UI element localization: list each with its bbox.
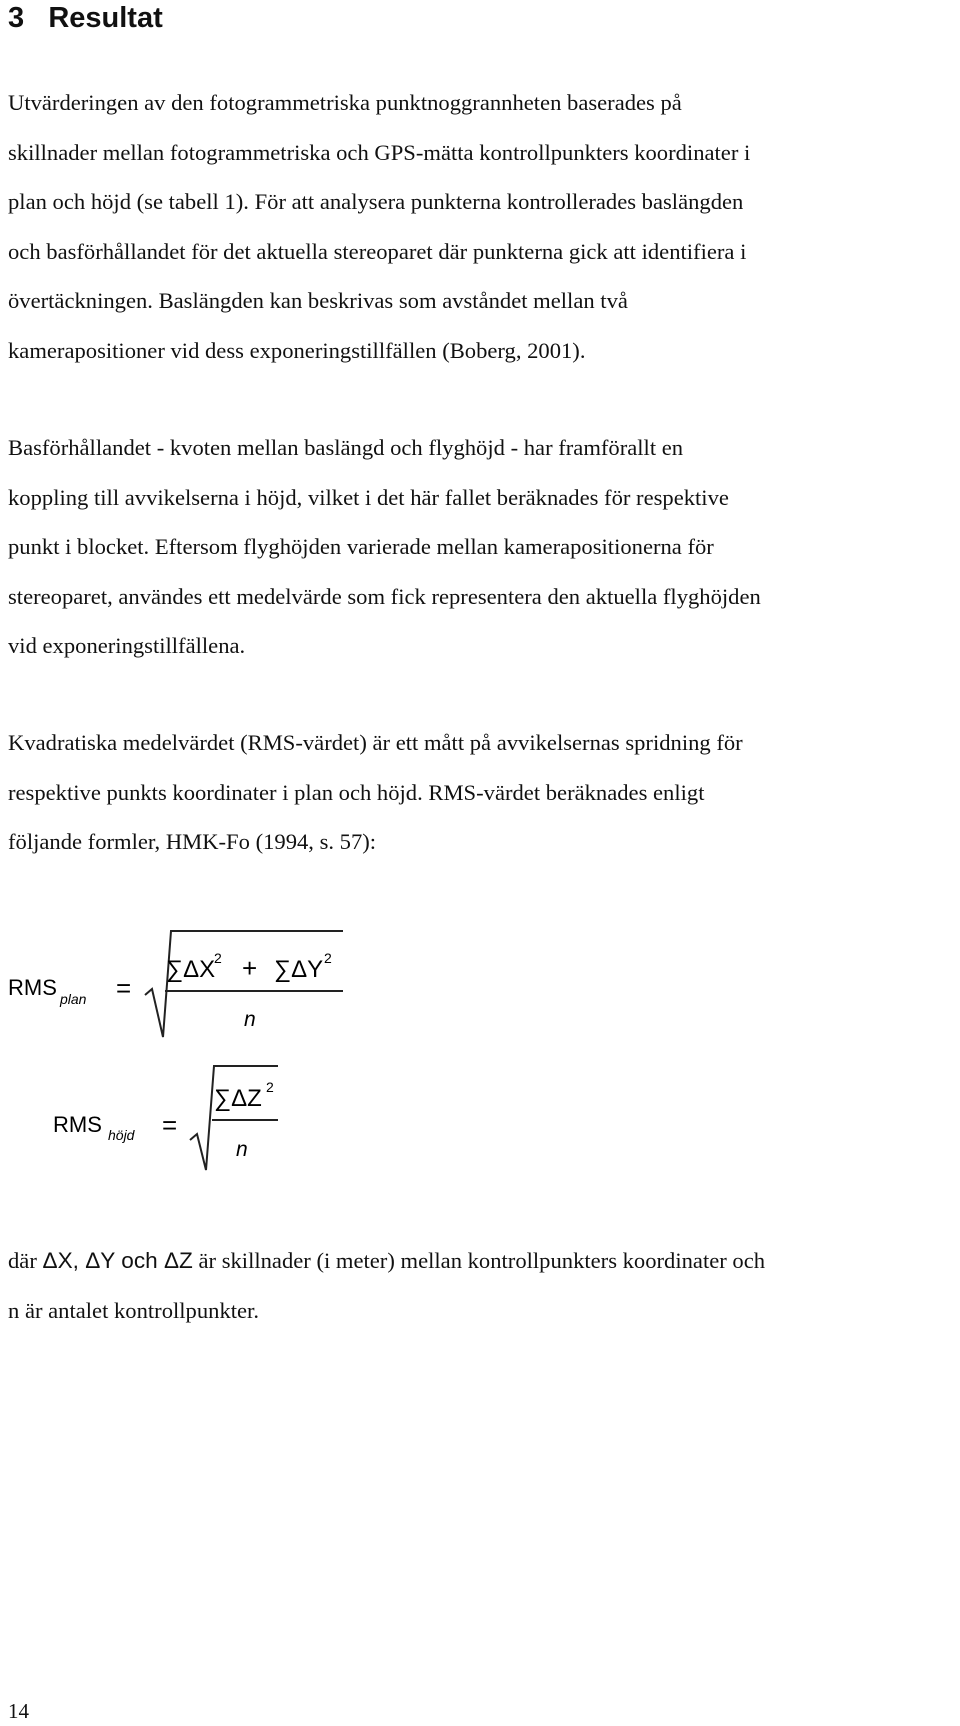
formula-term-y: ∑ΔY (274, 956, 324, 983)
explanation-rest: är skillnader (i meter) mellan kontrollpunkters koordinater och (192, 1248, 766, 1273)
formula-exponent-z: 2 (266, 1079, 274, 1095)
text-line: stereoparet, användes ett medelvärde som fick representera den aktuella flyghöjden (8, 583, 761, 609)
text-line: respektive punkts koordinater i plan och höjd. RMS-värdet beräknades enligt (8, 779, 705, 805)
text-line: kamerapositioner vid dess exponeringstillfällen (Boberg, 2001). (8, 337, 586, 363)
paragraph-2 (8, 423, 958, 671)
text-line: Utvärderingen av den fotogrammetriska punktnoggrannheten baserades på (8, 90, 682, 115)
formula-plus: + (242, 953, 258, 983)
formula-term-x: ∑ΔX (166, 956, 216, 983)
formula-exponent-x: 2 (214, 950, 222, 966)
text-line (8, 1236, 958, 1286)
formula-exponent-y: 2 (324, 950, 332, 966)
paragraph-3 (8, 718, 958, 867)
section-title: Resultat (48, 2, 163, 34)
formula-lhs: RMS (8, 975, 57, 1000)
formula-equals: = (162, 1110, 178, 1140)
explanation-prefix: där (8, 1248, 43, 1273)
text-line: vid exponeringstillfällena. (8, 633, 246, 658)
text-line: koppling till avvikelserna i höjd, vilket i det här fallet beräknades för respektive (8, 484, 729, 510)
explanation-paragraph (8, 1236, 958, 1335)
text-line: punkt i blocket. Eftersom flyghöjden varierade mellan kamerapositionerna för (8, 534, 714, 559)
text-line: skillnader mellan fotogrammetriska och GPS-mätta kontrollpunkters koordinater i (8, 139, 751, 165)
text-line: plan och höjd (se tabell 1). För att analysera punkterna kontrollerades baslängden (8, 189, 744, 214)
sqrt-sign (190, 1066, 278, 1170)
section-number: 3 (8, 2, 25, 34)
formula-subscript: höjd (108, 1127, 135, 1143)
formula-denominator: n (236, 1138, 248, 1161)
formula-denominator: n (244, 1008, 256, 1031)
text-line: Kvadratiska medelvärdet (RMS-värdet) är ett mått på avvikelsernas spridning för (8, 730, 743, 755)
rms-plan-formula (0, 925, 380, 1045)
section-heading (8, 0, 163, 36)
formula-term-z: ∑ΔZ (214, 1085, 262, 1112)
rms-hojd-formula (0, 1062, 380, 1172)
formula-subscript: plan (60, 991, 87, 1007)
text-line: följande formler, HMK-Fo (1994, s. 57): (8, 829, 377, 854)
formula-lhs: RMS (53, 1112, 102, 1137)
delta-symbols: ΔX, ΔY och ΔZ (42, 1248, 193, 1273)
paragraph-1 (8, 78, 958, 375)
formula-equals: = (116, 973, 132, 1003)
text-line: Basförhållandet - kvoten mellan baslängd och flyghöjd - har framförallt en (8, 435, 684, 460)
text-line: övertäckningen. Baslängden kan beskrivas som avståndet mellan två (8, 288, 628, 313)
text-line: och basförhållandet för det aktuella stereoparet där punkterna gick att identifiera i (8, 238, 747, 264)
text-line: n är antalet kontrollpunkter. (8, 1297, 259, 1323)
page-number: 14 (8, 1699, 29, 1723)
